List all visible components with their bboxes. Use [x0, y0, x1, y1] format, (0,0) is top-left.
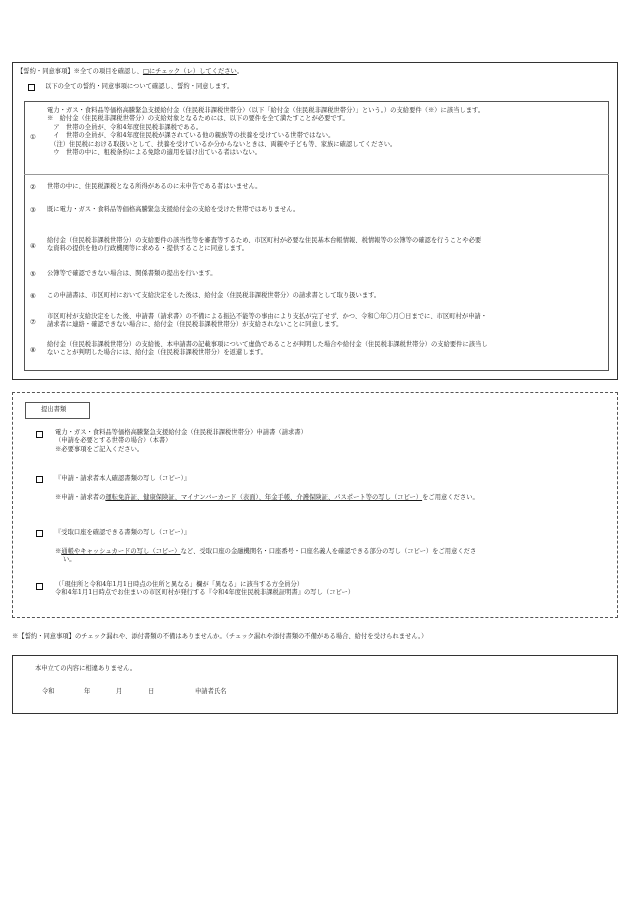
document-4: （「現住所と令和4年1月1日時点の住所と異なる」欄が「異なる」に該当する方全員分） 令和4年1月1日時点でお住まいの市区町村が発行する『令和4年度住民税非課税証明書』の写し（コピー） [55, 581, 355, 597]
pledge-header: 【誓約・同意事項】※全ての項目を確認し、□にチェック（レ）してください。 [17, 68, 244, 75]
date-era: 令和 [42, 688, 55, 695]
item-6-number: ⑥ [30, 292, 36, 300]
item-5-number: ⑤ [30, 270, 36, 278]
date-year-label: 年 [84, 688, 91, 695]
applicant-name-label: 申請者氏名 [195, 688, 227, 695]
pledge-item-3: 既に電力・ガス・食料品等価格高騰緊急支援給付金の支給を受けた世帯ではありません。 [47, 206, 300, 213]
document-4-checkbox[interactable] [36, 583, 43, 590]
divider [24, 174, 609, 175]
pledge-item-2: 世帯の中に、住民税課税となる所得があるのに未申告である者はいません。 [47, 183, 262, 190]
document-2-note: ※申請・請求者の運転免許証、健康保険証、マイナンバーカード（表面）、年金手帳、介護保険証、パスポート等の写し（コピー）をご用意ください。 [55, 494, 479, 501]
document-3-title: 『受取口座を確認できる書類の写し（コピー）』 [55, 529, 191, 536]
pledge-item-7: 市区町村が支給決定をした後、申請書（請求書）の不備による振込不能等の事由により支払が完了せず、かつ、令和〇年〇月〇日までに、市区町村が申請・ 請求者に連絡・確認できない場合に、給付金（住民税非課税世帯分）が支給されないことに同意します。 [47, 313, 488, 329]
document-2-checkbox[interactable] [36, 476, 43, 483]
date-month-label: 月 [116, 688, 123, 695]
item-4-number: ④ [30, 242, 36, 250]
pledge-item-4: 給付金（住民税非課税世帯分）の支給要件の該当性等を審査等するため、市区町村が必要な住民基本台帳情報、税情報等の公簿等の確認を行うことや必要 な資料の提供を他の行政機関等に求める・提供することに同意します。 [47, 237, 482, 253]
document-3-checkbox[interactable] [36, 530, 43, 537]
document-1-checkbox[interactable] [36, 431, 43, 438]
item-2-number: ② [30, 183, 36, 191]
item-8-number: ⑧ [30, 346, 36, 354]
check-notice: ※【誓約・同意事項】のチェック漏れや、添付書類の不備はありませんか。（チェック漏れや添付書類の不備がある場合、給付を受けられません。） [12, 633, 428, 640]
pledge-item-5: 公簿等で確認できない場合は、関係書類の提出を行います。 [47, 270, 217, 277]
item-1-number: ① [30, 133, 36, 141]
all-confirm-checkbox[interactable] [28, 84, 35, 91]
item-3-number: ③ [30, 206, 36, 214]
item-7-number: ⑦ [30, 318, 36, 326]
documents-title: 提出書類 [41, 406, 67, 413]
document-1: 電力・ガス・食料品等価格高騰緊急支援給付金（住民税非課税世帯分）申請書（請求書） （申請を必要とする世帯の場合）（本書） ※必要事項をご記入ください。 [55, 429, 307, 453]
date-day-label: 日 [148, 688, 155, 695]
document-3-note: ※通帳やキャッシュカードの写し（コピー）など、受取口座の金融機関名・口座番号・口座名義人を確認できる部分の写し（コピー）をご用意くださ い。 [55, 548, 477, 564]
pledge-item-8: 給付金（住民税非課税世帯分）の支給後、本申請書の記載事項について虚偽であることが判明した場合や給付金（住民税非課税世帯分）の支給要件に該当し ないことが判明した場合には、給付金（住民税非課税世帯分）を返還します。 [47, 341, 488, 357]
applicant-name-field[interactable] [238, 684, 418, 698]
document-2-title: 『申請・請求者本人確認書類の写し（コピー）』 [55, 475, 191, 482]
all-confirm-label: 以下の全ての誓約・同意事項について確認し、誓約・同意します。 [45, 83, 234, 90]
pledge-item-1: 電力・ガス・食料品等価格高騰緊急支援給付金（住民税非課税世帯分）（以下「給付金（住民税非課税世帯分）」という。）の支給要件（※）に該当します。 ※ 給付金（住民税非課税世帯分）の支給対象となるためには、以下の要件を全て満たすことが必要です。 ア 世帯の全員が、令和4年度住民税非課税である。 イ 世帯の全員が、令和4年度住民税が課されている他の親族等の扶養を受けている世帯ではない。 （注）住民税における取扱いとして、扶養を受けているか分からないときは、両親や子ども等、家族に確認してください。 ウ 世帯の中に、租税条約による免除の適用を届け出ている者はいない。 [47, 107, 485, 157]
pledge-item-6: この申請書は、市区町村において支給決定をした後は、給付金（住民税非課税世帯分）の請求書として取り扱います。 [47, 292, 381, 299]
declaration-statement: 本申立ての内容に相違ありません。 [35, 665, 137, 672]
